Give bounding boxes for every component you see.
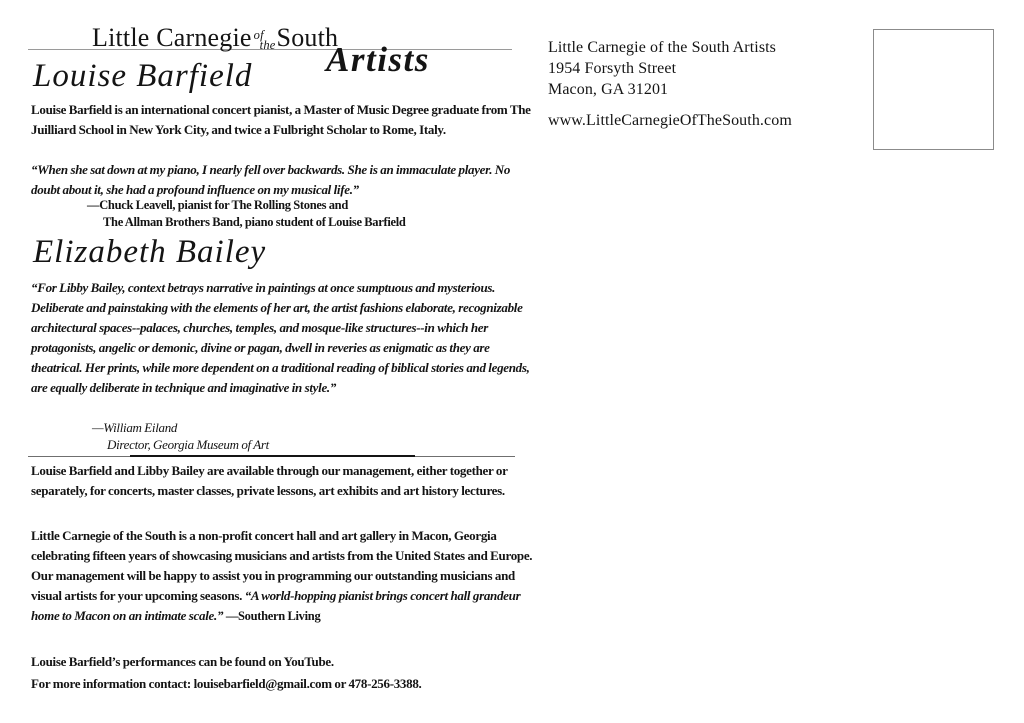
attribution-chuck-leavell-line1: —Chuck Leavell, pianist for The Rolling Stones and	[87, 198, 348, 212]
brand-of-the	[254, 30, 276, 50]
elizabeth-quote-attribution	[31, 419, 536, 453]
southern-living-quote: “A world-hopping pianist brings concert hall grandeur home to Macon on an intimate scale.”	[31, 588, 523, 623]
address-line-2: 1954 Forsyth Street	[548, 60, 677, 77]
brand-suffix: South	[276, 23, 339, 52]
about-paragraph	[31, 526, 536, 626]
brand-the: the	[259, 38, 276, 52]
contact-line: For more information contact: louisebarfield@gmail.com or 478-256-3388.	[31, 675, 422, 691]
divider-thick-rule	[130, 455, 415, 457]
artist-name-elizabeth-bailey: Elizabeth Bailey	[33, 234, 267, 270]
mailing-address-block	[548, 37, 792, 131]
stamp-box	[873, 29, 994, 150]
artist-name-louise-barfield: Louise Barfield	[33, 58, 253, 94]
attribution-chuck-leavell-line2: The Allman Brothers Band, piano student of Louise Barfield	[103, 214, 406, 229]
louise-bio-paragraph: Louise Barfield is an international concert pianist, a Master of Music Degree graduate from The Juilliard School in New York City, and twice a Fulbright Scholar to Rome, Italy.	[31, 102, 531, 137]
brand-prefix: Little Carnegie	[92, 23, 252, 52]
contact-block	[31, 651, 536, 694]
website-line: www.LittleCarnegieOfTheSouth.com	[548, 112, 792, 129]
brand-artists-script: Artists	[326, 40, 430, 79]
address-line-1: Little Carnegie of the South Artists	[548, 39, 777, 56]
attribution-william-eiland-line1: —William Eiland	[92, 420, 178, 435]
availability-paragraph: Louise Barfield and Libby Bailey are available through our management, either together or separately, for concerts, master classes, private lessons, art exhibits and art history lectures.	[31, 463, 508, 498]
brand-of: of	[253, 28, 264, 42]
attribution-william-eiland-line2: Director, Georgia Museum of Art	[107, 437, 269, 452]
louise-quote-attribution	[31, 197, 536, 230]
attribution-southern-living: —Southern Living	[225, 609, 321, 623]
address-line-3: Macon, GA 31201	[548, 81, 669, 98]
youtube-line: Louise Barfield’s performances can be found on YouTube.	[31, 654, 334, 669]
louise-quote: “When she sat down at my piano, I nearly fell over backwards. She is an immaculate player. No doubt about it, she had a profound influence on my musical life.”	[31, 162, 511, 197]
elizabeth-quote: “For Libby Bailey, context betrays narrative in paintings at once sumptuous and mysterious. Deliberate and painstaking with the elements of her art, the artist fashions elaborate, recognizable architectural spaces--palaces, churches, temples, and mosque-like structures--in which her protagonists, angelic or demonic, divine or pagan, dwell in reveries as enigmatic as they are theatrical. Her prints, while more dependent on a traditional reading of biblical stories and legends, are equally deliberate in technique and imaginative in style.”	[31, 280, 530, 395]
brand-title	[92, 23, 338, 53]
about-text: Little Carnegie of the South is a non-profit concert hall and art gallery in Macon, Georgia celebrating fifteen years of showcasing musicians and artists from the United States and Europe. Our management will be happy to assist you in programming our outstanding musicians and visual artists for your upcoming seasons.	[31, 528, 533, 603]
section-divider	[28, 455, 515, 459]
